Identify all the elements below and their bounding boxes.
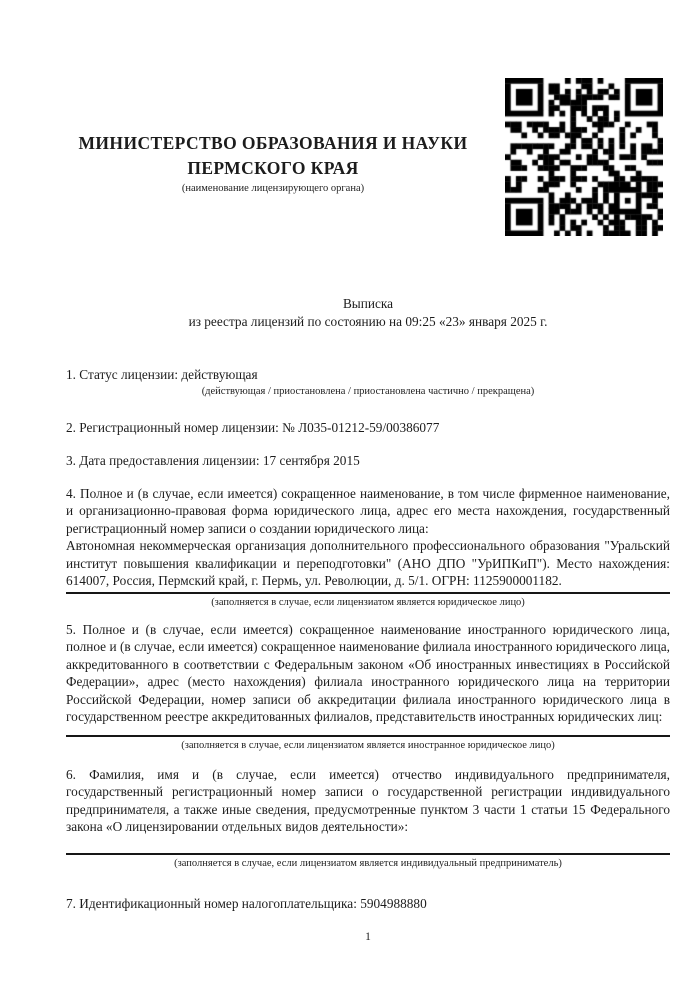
item-4-fill-line (66, 592, 670, 594)
title-line1: Выписка (342, 296, 394, 311)
item-1-caption: (действующая / приостановлена / приостановлена частично / прекращена) (201, 385, 535, 397)
licensing-authority-name (53, 131, 493, 181)
item-6-caption: (заполняется в случае, если лицензиатом является индивидуальный предприниматель) (174, 857, 562, 869)
item-2-registration-number: 2. Регистрационный номер лицензии: № Л035-01212-59/00386077 (66, 419, 440, 435)
qr-container (505, 78, 663, 236)
item-7-taxpayer-number: 7. Идентификационный номер налогоплательщика: 5904988880 (66, 895, 427, 911)
item-5-fill-line (66, 735, 670, 737)
document-header (53, 0, 493, 194)
item-4-legal-entity-question: 4. Полное и (в случае, если имеется) сокращенное наименование, в том числе фирменное наименование, и организационно-правовая форма юридического лица, адрес его места нахождения, государственный регистрационный номер записи о создании юридического лица: (66, 485, 670, 536)
item-4-legal-entity-answer: Автономная некоммерческая организация дополнительного профессионального образования "Уральский институт повышения квалификации и переподготовки" (АНО ДПО "УрИПКиП"). Место нахождения: 614007, Россия, Пермский край, г. Пермь, ул. Революции, д. 5/1. ОГРН: 1125900001182. (66, 538, 670, 588)
item-5-caption: (заполняется в случае, если лицензиатом является иностранное юридическое лицо) (181, 739, 555, 751)
authority-caption: (наименование лицензирующего органа) (181, 183, 365, 194)
page-number: 1 (365, 931, 371, 943)
item-6-fill-line (66, 853, 670, 855)
item-6-entrepreneur-question: 6. Фамилия, имя и (в случае, если имеется) отчество индивидуального предпринимателя, государственный регистрационный номер записи о государственной регистрации индивидуального предпринимателя, а также иные сведения, предусмотренные пунктом 3 части 1 статьи 15 Федерального закона «О лицензировании отдельных видов деятельности»: (66, 766, 670, 834)
document-title (66, 295, 670, 331)
ministry-name-line1: МИНИСТЕРСТВО ОБРАЗОВАНИЯ И НАУКИ (78, 133, 468, 153)
item-5-foreign-entity-question: 5. Полное и (в случае, если имеется) сокращенное наименование иностранного юридического лица, полное и (в случае, если имеется) сокращенное наименование филиала иностранного юридического лица, аккредитованного в соответствии с Федеральным законом «Об иностранных инвестициях в Российской Федерации», адрес (место нахождения) филиала иностранного юридического лица на территории Российской Федерации, номер записи об аккредитации филиала иностранного юридического лица в государственном реестре аккредитованных филиалов, представительств иностранных юридических лиц: (66, 621, 670, 724)
item-4-caption: (заполняется в случае, если лицензиатом является юридическое лицо) (211, 596, 525, 608)
ministry-name-line2: ПЕРМСКОГО КРАЯ (187, 158, 359, 178)
item-1-license-status: 1. Статус лицензии: действующая (66, 367, 258, 382)
item-3-grant-date: 3. Дата предоставления лицензии: 17 сентября 2015 (66, 453, 360, 468)
document-body (0, 295, 700, 947)
qr-code (505, 78, 663, 236)
title-line2: из реестра лицензий по состоянию на 09:25 «23» января 2025 г. (188, 314, 548, 329)
